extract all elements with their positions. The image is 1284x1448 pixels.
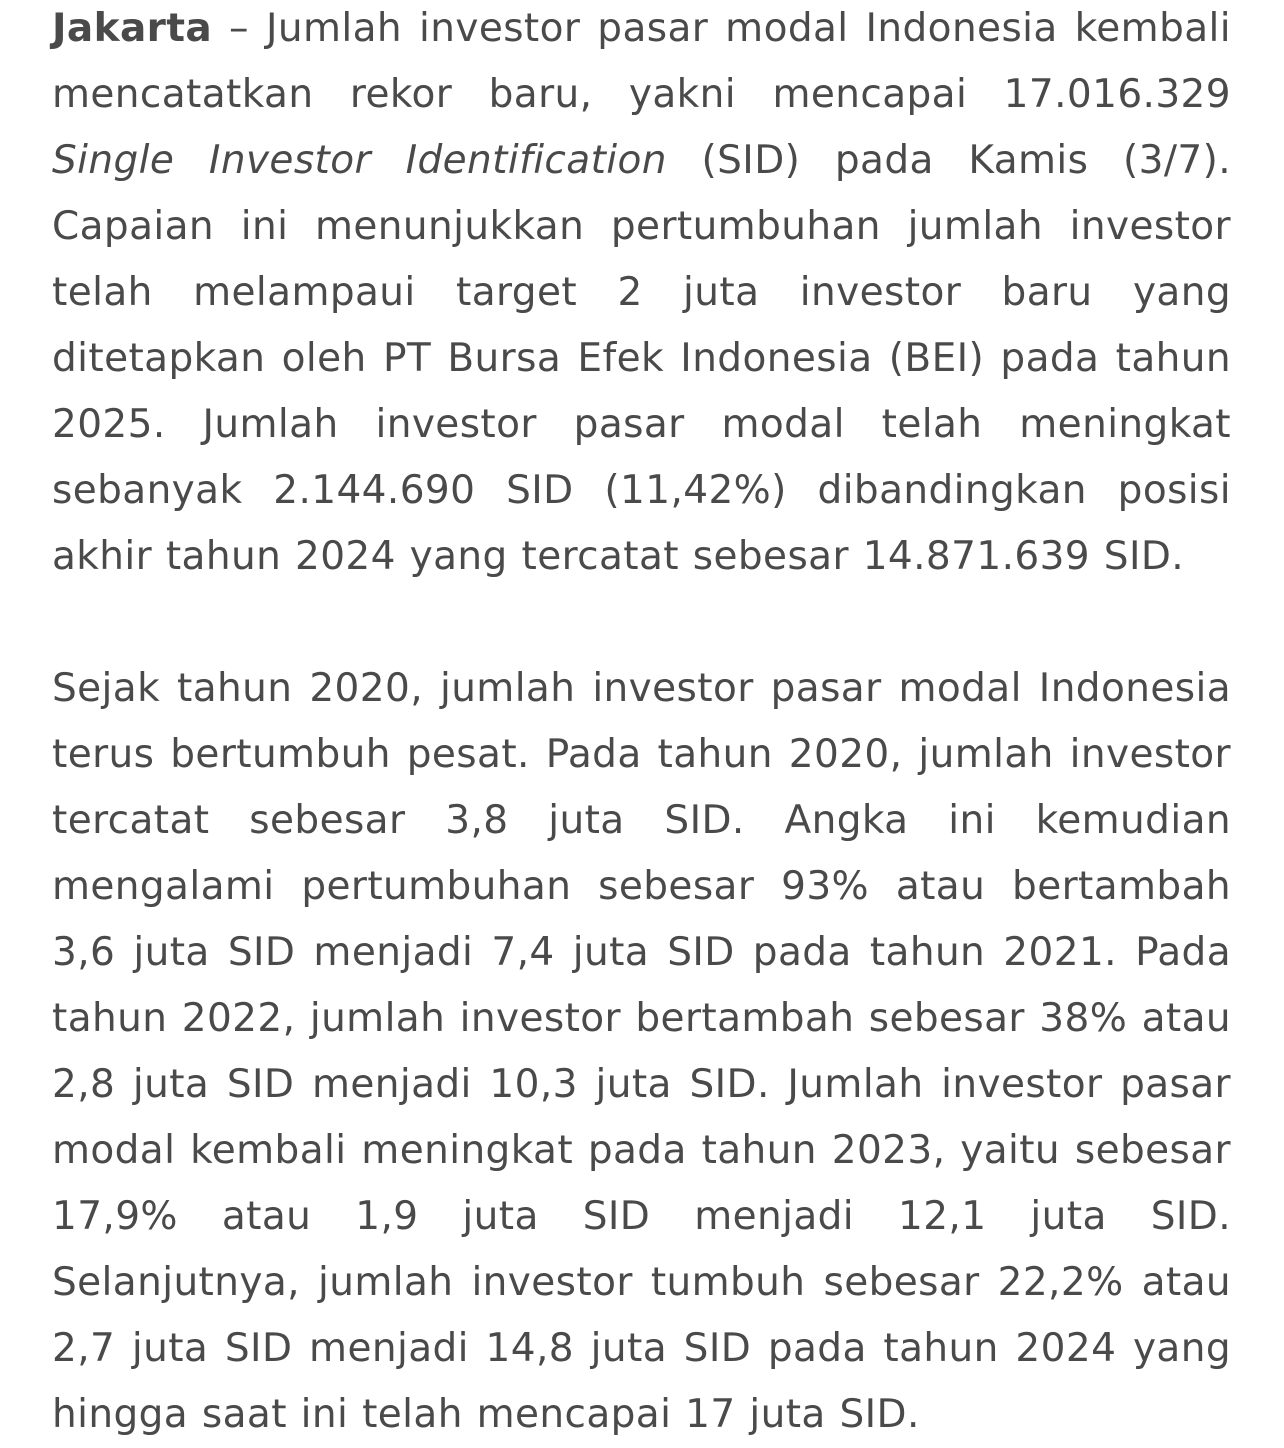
- article-paragraph-1: [52, 0, 1231, 590]
- paragraph-1-text-a: – Jumlah investor pasar modal Indonesia kembali mencatatkan rekor baru, yakni mencapai 17.016.329: [52, 6, 1231, 117]
- article-paragraph-2: Sejak tahun 2020, jumlah investor pasar modal Indonesia terus bertumbuh pesat. Pada tahun 2020, jumlah investor tercatat sebesar 3,8 juta SID. Angka ini kemudian mengalami pertumbuhan sebesar 93% atau bertambah 3,6 juta SID menjadi 7,4 juta SID pada tahun 2021. Pada tahun 2022, jumlah investor bertambah sebesar 38% atau 2,8 juta SID menjadi 10,3 juta SID. Jumlah investor pasar modal kembali meningkat pada tahun 2023, yaitu sebesar 17,9% atau 1,9 juta SID menjadi 12,1 juta SID. Selanjutnya, jumlah investor tumbuh sebesar 22,2% atau 2,7 juta SID menjadi 14,8 juta SID pada tahun 2024 yang hingga saat ini telah mencapai 17 juta SID.: [52, 666, 1231, 1437]
- paragraph-1-text-b: (SID) pada Kamis (3/7). Capaian ini menunjukkan pertumbuhan jumlah investor telah melampaui target 2 juta investor baru yang ditetapkan oleh PT Bursa Efek Indonesia (BEI) pada tahun 2025. Jumlah investor pasar modal telah meningkat sebanyak 2.144.690 SID (11,42%) dibandingkan posisi akhir tahun 2024 yang tercatat sebesar 14.871.639 SID.: [52, 138, 1231, 579]
- italic-term: Single Investor Identification: [52, 138, 667, 183]
- dateline: Jakarta: [52, 6, 213, 51]
- article-body: [52, 0, 1231, 1448]
